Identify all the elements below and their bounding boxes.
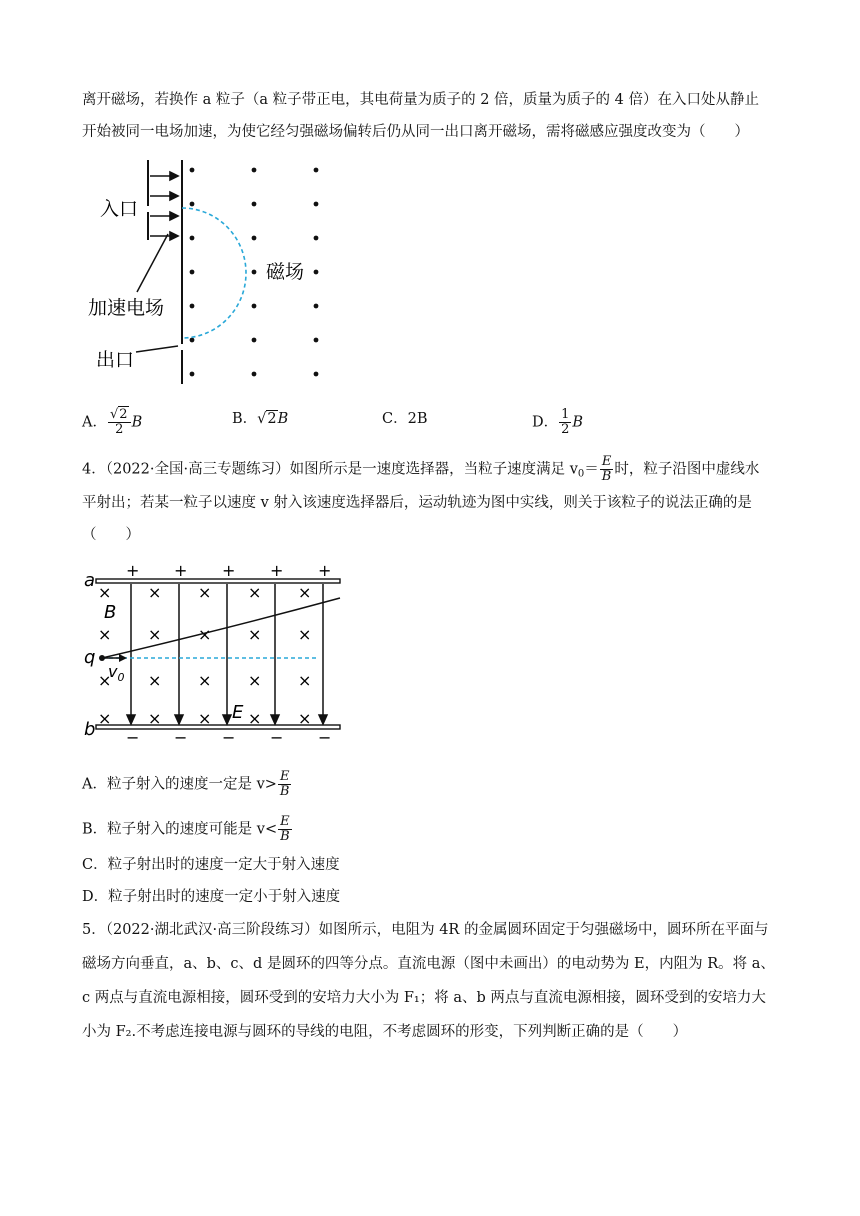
label-exit: 出口 <box>96 349 135 371</box>
cross-mark: × <box>98 583 112 602</box>
label-accelerating-field: 加速电场 <box>88 297 165 319</box>
label-v0: $v_0$ <box>108 662 125 684</box>
minus-sign: − <box>126 728 140 745</box>
cross-mark: × <box>98 709 112 728</box>
q5-text-line-1: 5．（2022·湖北武汉·高三阶段练习）如图所示，电阻为 4R 的金属圆环固定于匀强磁场中，圆环所在平面与 <box>82 922 769 938</box>
label-charge-q: q <box>84 647 96 668</box>
cross-mark: × <box>98 671 112 690</box>
q3-option-d: D． $\frac{1}{2}$ B <box>532 407 584 437</box>
cross-mark: × <box>198 709 212 728</box>
cross-mark: × <box>248 583 262 602</box>
q3-option-b: B．√2B <box>232 411 289 427</box>
q3-option-c: C．2B <box>382 411 428 427</box>
cross-mark: × <box>198 583 212 602</box>
plus-sign: + <box>174 561 188 580</box>
plus-sign: + <box>126 561 140 580</box>
q5-text-line-4: 小为 F₂.不考虑连接电源与圆环的导线的电阻，不考虑圆环的形变，下列判断正确的是（ ） <box>82 1024 688 1040</box>
cross-mark: × <box>248 671 262 690</box>
cross-mark: × <box>298 625 312 644</box>
plus-sign: + <box>318 561 332 580</box>
q4-text-line-2: 平射出；若某一粒子以速度 v 射入该速度选择器后，运动轨迹为图中实线，则关于该粒子的说法正确的是 <box>82 495 752 511</box>
cross-mark: × <box>198 671 212 690</box>
label-plate-b: b <box>84 719 96 740</box>
q3-option-a: A． $\frac{√2}{2}$ B <box>82 407 143 437</box>
cross-mark: × <box>298 709 312 728</box>
q4-option-a: A．粒子射入的速度一定是 v> $\frac{E}{B}$ <box>82 769 290 799</box>
minus-sign: − <box>222 728 236 745</box>
cross-mark: × <box>298 671 312 690</box>
cross-mark: × <box>148 671 162 690</box>
q4-figure-velocity-selector <box>82 560 352 745</box>
cross-mark: × <box>248 625 262 644</box>
q4-text-line-3: （ ） <box>82 527 140 543</box>
plus-sign: + <box>270 561 284 580</box>
q4-option-d: D．粒子射出时的速度一定小于射入速度 <box>82 889 341 905</box>
q4-text-line-1: 4．（2022·全国·高三专题练习）如图所示是一速度选择器，当粒子速度满足 $v_0=$ $\frac{E}{B}$ 时，粒子沿图中虚线水 <box>82 454 760 484</box>
cross-mark: × <box>298 583 312 602</box>
q5-text-line-3: c 两点与直流电源相接，圆环受到的安培力大小为 F₁；将 a、b 两点与直流电源相接，圆环受到的安培力大 <box>82 990 766 1006</box>
cross-mark: × <box>148 583 162 602</box>
label-electric-field-E: E <box>232 702 244 723</box>
q4-option-c: C．粒子射出时的速度一定大于射入速度 <box>82 857 340 873</box>
cross-mark: × <box>98 625 112 644</box>
minus-sign: − <box>318 728 332 745</box>
minus-sign: − <box>270 728 284 745</box>
q4-option-b: B．粒子射入的速度可能是 v< $\frac{E}{B}$ <box>82 814 290 844</box>
q3-text-line-2: 开始被同一电场加速，为使它经匀强磁场偏转后仍从同一出口离开磁场，需将磁感应强度改变为（ ） <box>82 124 749 140</box>
cross-mark: × <box>148 709 162 728</box>
label-magnetic-field: 磁场 <box>266 261 305 283</box>
cross-mark: × <box>248 709 262 728</box>
cross-mark: × <box>148 625 162 644</box>
q5-text-line-2: 磁场方向垂直，a、b、c、d 是圆环的四等分点。直流电源（图中未画出）的电动势为 E，内阻为 R。将 a、 <box>82 956 775 972</box>
cross-mark: × <box>198 625 212 644</box>
label-entry: 入口 <box>100 198 139 220</box>
label-magnetic-field-B: B <box>104 602 117 623</box>
q3-figure-mass-spectrometer <box>82 158 342 388</box>
minus-sign: − <box>174 728 188 745</box>
label-plate-a: a <box>84 570 96 591</box>
q3-text-line-1: 离开磁场，若换作 a 粒子（a 粒子带正电，其电荷量为质子的 2 倍，质量为质子的 4 倍）在入口处从静止 <box>82 92 760 108</box>
plus-sign: + <box>222 561 236 580</box>
